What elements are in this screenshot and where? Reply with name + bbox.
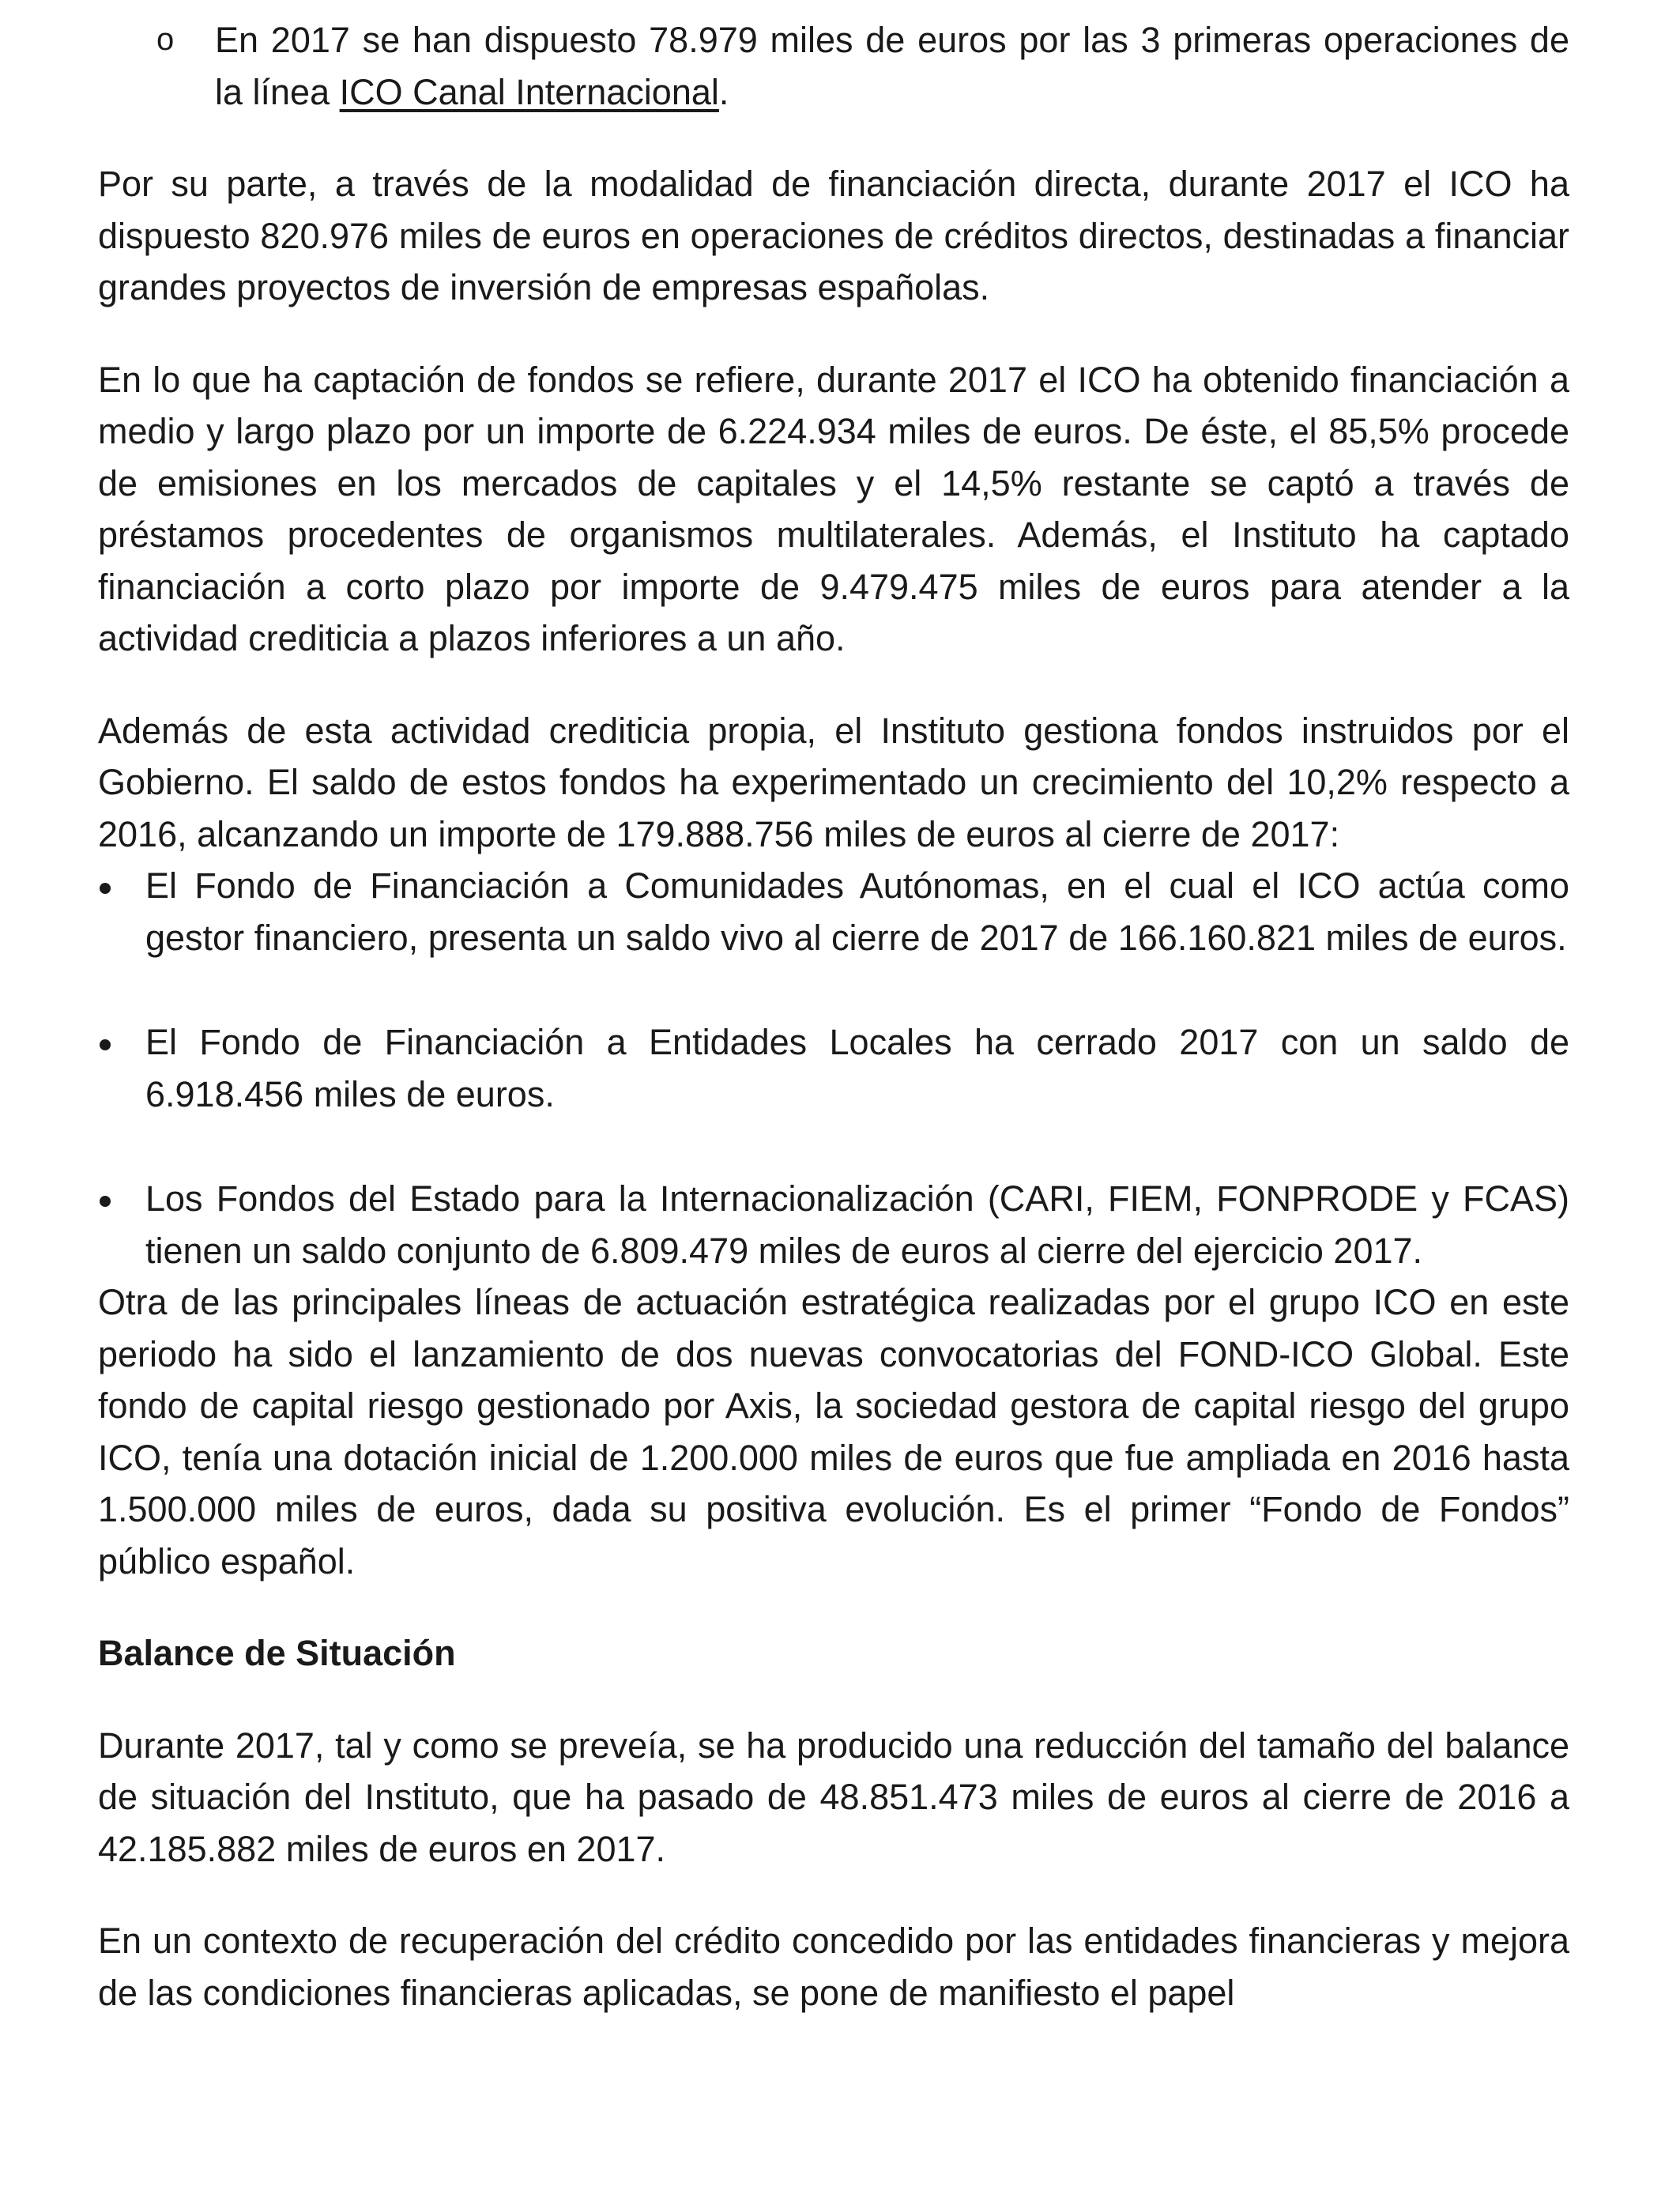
funds-bullet-list xyxy=(98,860,1569,1276)
bullet-icon xyxy=(100,883,111,894)
paragraph-government-funds: Además de esta actividad crediticia propia, el Instituto gestiona fondos instruidos por el Gobierno. El saldo de estos fondos ha experimentado un crecimiento del 10,2% respecto a 2016, alcanzando un importe de 179.888.756 miles de euros al cierre de 2017: xyxy=(98,710,1569,854)
list-item-text: El Fondo de Financiación a Comunidades Autónomas, en el cual el ICO actúa como gestor financiero, presenta un saldo vivo al cierre de 2017 de 166.160.821 miles de euros. xyxy=(145,865,1569,958)
list-item-text: El Fondo de Financiación a Entidades Locales ha cerrado 2017 con un saldo de 6.918.456 miles de euros. xyxy=(145,1022,1569,1114)
sub-list-item xyxy=(98,14,1569,118)
paragraph-fundraising: En lo que ha captación de fondos se refiere, durante 2017 el ICO ha obtenido financiación a medio y largo plazo por un importe de 6.224.934 miles de euros. De éste, el 85,5% procede de emisiones en los mercados de capitales y el 14,5% restante se captó a través de préstamos procedentes de organismos multilaterales. Además, el Instituto ha captado financiación a corto plazo por importe de 9.479.475 miles de euros para atender a la actividad crediticia a plazos inferiores a un año. xyxy=(98,359,1569,658)
paragraph-balance: Durante 2017, tal y como se preveía, se ha producido una reducción del tamaño del balance de situación del Instituto, que ha pasado de 48.851.473 miles de euros al cierre de 2016 a 42.185.882 miles de euros en 2017. xyxy=(98,1725,1569,1869)
section-heading: Balance de Situación xyxy=(98,1633,456,1673)
document-page xyxy=(98,14,1569,2019)
sub-item-text: En 2017 se han dispuesto 78.979 miles de euros por las 3 primeras operaciones de la línea xyxy=(215,20,1569,112)
list-item xyxy=(98,1173,1569,1276)
paragraph-fond-ico: Otra de las principales líneas de actuación estratégica realizadas por el grupo ICO en este periodo ha sido el lanzamiento de dos nuevas convocatorias del FOND-ICO Global. Este fondo de capital riesgo gestionado por Axis, la sociedad gestora de capital riesgo del grupo ICO, tenía una dotación inicial de 1.200.000 miles de euros que fue ampliada en 2016 hasta 1.500.000 miles de euros, dada su positiva evolución. Es el primer “Fondo de Fondos” público español. xyxy=(98,1282,1569,1581)
list-item xyxy=(98,1016,1569,1120)
list-item xyxy=(98,860,1569,963)
bullet-icon xyxy=(100,1039,111,1050)
bullet-icon xyxy=(100,1196,111,1207)
list-item-text: Los Fondos del Estado para la Internacionalización (CARI, FIEM, FONPRODE y FCAS) tienen un saldo conjunto de 6.809.479 miles de euros al cierre del ejercicio 2017. xyxy=(145,1178,1569,1271)
ico-canal-internacional-link[interactable]: ICO Canal Internacional xyxy=(339,71,719,112)
paragraph-credit-context: En un contexto de recuperación del crédito concedido por las entidades financieras y mejora de las condiciones financieras aplicadas, se pone de manifiesto el papel xyxy=(98,1921,1569,2013)
circle-bullet-icon: o xyxy=(156,22,175,57)
sub-item-text-end: . xyxy=(718,71,729,112)
paragraph-direct-financing: Por su parte, a través de la modalidad de financiación directa, durante 2017 el ICO ha dispuesto 820.976 miles de euros en operaciones de créditos directos, destinadas a financiar grandes proyectos de inversión de empresas españolas. xyxy=(98,164,1569,307)
